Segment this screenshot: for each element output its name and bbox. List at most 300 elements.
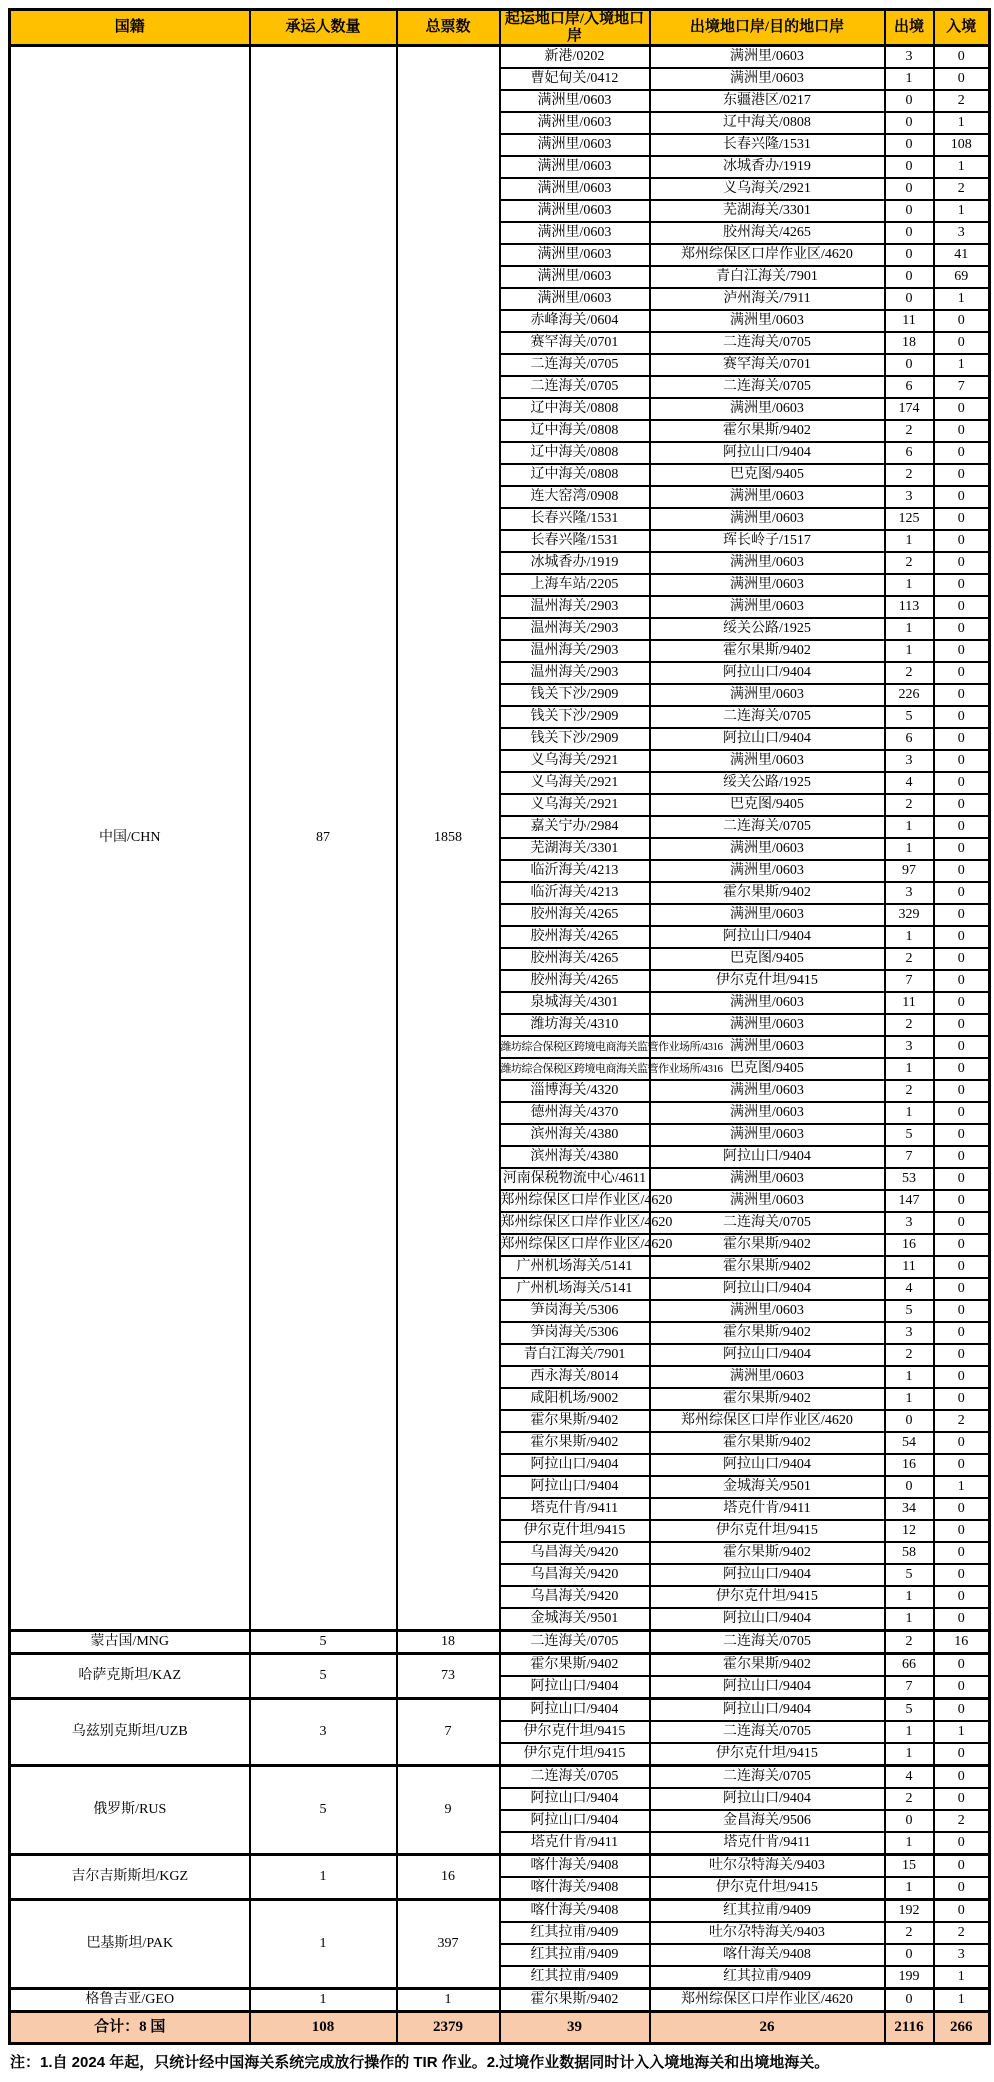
exit-count-cell: 15 (885, 1855, 934, 1878)
entry-count-cell: 0 (934, 1743, 990, 1766)
dest-port-cell: 塔克什肯/9411 (650, 1498, 885, 1520)
total-row (10, 2012, 990, 2044)
exit-count-cell: 0 (885, 1476, 934, 1498)
exit-count-cell: 53 (885, 1168, 934, 1190)
entry-count-cell: 0 (934, 332, 990, 354)
dest-port-cell: 阿拉山口/9404 (650, 1454, 885, 1476)
exit-count-cell: 18 (885, 332, 934, 354)
dest-port-cell: 满洲里/0603 (650, 1014, 885, 1036)
origin-port-cell: 滨州海关/4380 (500, 1124, 650, 1146)
exit-count-cell: 3 (885, 1036, 934, 1058)
dest-port-cell: 满洲里/0603 (650, 552, 885, 574)
dest-port-cell: 二连海关/0705 (650, 1766, 885, 1789)
exit-count-cell: 113 (885, 596, 934, 618)
entry-count-cell: 0 (934, 1190, 990, 1212)
dest-port-cell: 阿拉山口/9404 (650, 1676, 885, 1699)
total-dest-ports: 26 (650, 2012, 885, 2044)
entry-count-cell: 0 (934, 662, 990, 684)
entry-count-cell: 0 (934, 904, 990, 926)
entry-count-cell: 41 (934, 244, 990, 266)
dest-port-cell: 满洲里/0603 (650, 1124, 885, 1146)
dest-port-cell: 胶州海关/4265 (650, 222, 885, 244)
exit-count-cell: 54 (885, 1432, 934, 1454)
nationality-cell: 蒙古国/MNG (10, 1631, 250, 1654)
dest-port-cell: 满洲里/0603 (650, 1190, 885, 1212)
exit-count-cell: 2 (885, 1788, 934, 1810)
dest-port-cell: 阿拉山口/9404 (650, 1699, 885, 1722)
col-header-exit: 出境 (885, 10, 934, 46)
origin-port-cell: 伊尔克什坦/9415 (500, 1520, 650, 1542)
exit-count-cell: 3 (885, 1322, 934, 1344)
dest-port-cell: 郑州综保区口岸作业区/4620 (650, 1989, 885, 2012)
entry-count-cell: 0 (934, 706, 990, 728)
origin-port-cell: 阿拉山口/9404 (500, 1788, 650, 1810)
exit-count-cell: 16 (885, 1454, 934, 1476)
dest-port-cell: 义乌海关/2921 (650, 178, 885, 200)
exit-count-cell: 0 (885, 90, 934, 112)
entry-count-cell: 0 (934, 1256, 990, 1278)
origin-port-cell: 西永海关/8014 (500, 1366, 650, 1388)
col-header-nationality: 国籍 (10, 10, 250, 46)
dest-port-cell: 霍尔果斯/9402 (650, 1234, 885, 1256)
dest-port-cell: 满洲里/0603 (650, 992, 885, 1014)
dest-port-cell: 红其拉甫/9409 (650, 1966, 885, 1989)
origin-port-cell: 金城海关/9501 (500, 1608, 650, 1631)
exit-count-cell: 0 (885, 1810, 934, 1832)
col-header-dest-port: 出境地口岸/目的地口岸 (650, 10, 885, 46)
dest-port-cell: 冰城香办/1919 (650, 156, 885, 178)
dest-port-cell: 芜湖海关/3301 (650, 200, 885, 222)
origin-port-cell: 霍尔果斯/9402 (500, 1989, 650, 2012)
entry-count-cell: 0 (934, 860, 990, 882)
exit-count-cell: 66 (885, 1654, 934, 1677)
entry-count-cell: 1 (934, 1966, 990, 1989)
dest-port-cell: 满洲里/0603 (650, 860, 885, 882)
origin-port-cell: 义乌海关/2921 (500, 772, 650, 794)
col-header-carrier-count: 承运人数量 (250, 10, 397, 46)
dest-port-cell: 霍尔果斯/9402 (650, 882, 885, 904)
entry-count-cell: 0 (934, 1234, 990, 1256)
origin-port-cell: 满洲里/0603 (500, 200, 650, 222)
exit-count-cell: 3 (885, 1212, 934, 1234)
dest-port-cell: 阿拉山口/9404 (650, 1788, 885, 1810)
exit-count-cell: 1 (885, 1743, 934, 1766)
exit-count-cell: 192 (885, 1900, 934, 1923)
entry-count-cell: 0 (934, 948, 990, 970)
dest-port-cell: 霍尔果斯/9402 (650, 640, 885, 662)
entry-count-cell: 0 (934, 1146, 990, 1168)
nationality-cell: 哈萨克斯坦/KAZ (10, 1654, 250, 1699)
origin-port-cell: 温州海关/2903 (500, 640, 650, 662)
exit-count-cell: 5 (885, 1124, 934, 1146)
dest-port-cell: 满洲里/0603 (650, 750, 885, 772)
entry-count-cell: 0 (934, 1014, 990, 1036)
dest-port-cell: 二连海关/0705 (650, 376, 885, 398)
dest-port-cell: 满洲里/0603 (650, 1300, 885, 1322)
origin-port-cell: 潍坊综合保税区跨境电商海关监管作业场所/4316 (500, 1058, 650, 1080)
entry-count-cell: 0 (934, 1036, 990, 1058)
entry-count-cell: 0 (934, 772, 990, 794)
origin-port-cell: 二连海关/0705 (500, 376, 650, 398)
origin-port-cell: 河南保税物流中心/4611 (500, 1168, 650, 1190)
origin-port-cell: 赤峰海关/0604 (500, 310, 650, 332)
entry-count-cell: 0 (934, 1832, 990, 1855)
total-origin-ports: 39 (500, 2012, 650, 2044)
entry-count-cell: 2 (934, 1922, 990, 1944)
exit-count-cell: 2 (885, 464, 934, 486)
origin-port-cell: 塔克什肯/9411 (500, 1498, 650, 1520)
origin-port-cell: 塔克什肯/9411 (500, 1832, 650, 1855)
origin-port-cell: 笋岗海关/5306 (500, 1300, 650, 1322)
entry-count-cell: 0 (934, 442, 990, 464)
origin-port-cell: 义乌海关/2921 (500, 750, 650, 772)
ticket-count-cell: 18 (397, 1631, 500, 1654)
ticket-count-cell: 7 (397, 1699, 500, 1766)
origin-port-cell: 喀什海关/9408 (500, 1900, 650, 1923)
exit-count-cell: 58 (885, 1542, 934, 1564)
origin-port-cell: 霍尔果斯/9402 (500, 1410, 650, 1432)
entry-count-cell: 1 (934, 1721, 990, 1743)
exit-count-cell: 6 (885, 442, 934, 464)
dest-port-cell: 珲长岭子/1517 (650, 530, 885, 552)
dest-port-cell: 吐尔尕特海关/9403 (650, 1922, 885, 1944)
exit-count-cell: 0 (885, 1410, 934, 1432)
dest-port-cell: 长春兴隆/1531 (650, 134, 885, 156)
origin-port-cell: 辽中海关/0808 (500, 464, 650, 486)
dest-port-cell: 满洲里/0603 (650, 310, 885, 332)
dest-port-cell: 赛罕海关/0701 (650, 354, 885, 376)
origin-port-cell: 满洲里/0603 (500, 266, 650, 288)
exit-count-cell: 1 (885, 1608, 934, 1631)
exit-count-cell: 147 (885, 1190, 934, 1212)
entry-count-cell: 0 (934, 1212, 990, 1234)
dest-port-cell: 阿拉山口/9404 (650, 1344, 885, 1366)
origin-port-cell: 霍尔果斯/9402 (500, 1654, 650, 1677)
origin-port-cell: 曹妃甸关/0412 (500, 68, 650, 90)
origin-port-cell: 德州海关/4370 (500, 1102, 650, 1124)
exit-count-cell: 1 (885, 1832, 934, 1855)
entry-count-cell: 16 (934, 1631, 990, 1654)
origin-port-cell: 满洲里/0603 (500, 244, 650, 266)
header-row (10, 10, 990, 46)
exit-count-cell: 2 (885, 1344, 934, 1366)
entry-count-cell: 0 (934, 508, 990, 530)
dest-port-cell: 二连海关/0705 (650, 1721, 885, 1743)
origin-port-cell: 胶州海关/4265 (500, 926, 650, 948)
origin-port-cell: 乌昌海关/9420 (500, 1542, 650, 1564)
exit-count-cell: 1 (885, 618, 934, 640)
origin-port-cell: 乌昌海关/9420 (500, 1564, 650, 1586)
exit-count-cell: 6 (885, 728, 934, 750)
carrier-count-cell: 3 (250, 1699, 397, 1766)
entry-count-cell: 7 (934, 376, 990, 398)
exit-count-cell: 5 (885, 1699, 934, 1722)
dest-port-cell: 霍尔果斯/9402 (650, 1432, 885, 1454)
origin-port-cell: 伊尔克什坦/9415 (500, 1721, 650, 1743)
carrier-count-cell: 1 (250, 1900, 397, 1989)
exit-count-cell: 1 (885, 1058, 934, 1080)
dest-port-cell: 霍尔果斯/9402 (650, 1322, 885, 1344)
origin-port-cell: 潍坊综合保税区跨境电商海关监管作业场所/4316 (500, 1036, 650, 1058)
exit-count-cell: 2 (885, 948, 934, 970)
exit-count-cell: 329 (885, 904, 934, 926)
exit-count-cell: 1 (885, 530, 934, 552)
origin-port-cell: 潍坊海关/4310 (500, 1014, 650, 1036)
exit-count-cell: 1 (885, 926, 934, 948)
entry-count-cell: 0 (934, 1608, 990, 1631)
entry-count-cell: 0 (934, 970, 990, 992)
col-header-entry: 入境 (934, 10, 990, 46)
entry-count-cell: 0 (934, 1454, 990, 1476)
origin-port-cell: 冰城香办/1919 (500, 552, 650, 574)
dest-port-cell: 满洲里/0603 (650, 398, 885, 420)
dest-port-cell: 金昌海关/9506 (650, 1810, 885, 1832)
exit-count-cell: 226 (885, 684, 934, 706)
entry-count-cell: 1 (934, 354, 990, 376)
dest-port-cell: 满洲里/0603 (650, 838, 885, 860)
exit-count-cell: 1 (885, 1586, 934, 1608)
dest-port-cell: 巴克图/9405 (650, 1058, 885, 1080)
origin-port-cell: 阿拉山口/9404 (500, 1676, 650, 1699)
table-row (10, 1989, 990, 2012)
dest-port-cell: 郑州综保区口岸作业区/4620 (650, 1410, 885, 1432)
exit-count-cell: 2 (885, 1922, 934, 1944)
total-tickets: 2379 (397, 2012, 500, 2044)
exit-count-cell: 199 (885, 1966, 934, 1989)
dest-port-cell: 伊尔克什坦/9415 (650, 1586, 885, 1608)
entry-count-cell: 0 (934, 1855, 990, 1878)
dest-port-cell: 伊尔克什坦/9415 (650, 1743, 885, 1766)
exit-count-cell: 16 (885, 1234, 934, 1256)
dest-port-cell: 霍尔果斯/9402 (650, 1654, 885, 1677)
dest-port-cell: 满洲里/0603 (650, 904, 885, 926)
nationality-cell: 乌兹别克斯坦/UZB (10, 1699, 250, 1766)
dest-port-cell: 东疆港区/0217 (650, 90, 885, 112)
entry-count-cell: 0 (934, 1520, 990, 1542)
dest-port-cell: 满洲里/0603 (650, 46, 885, 69)
total-exit: 2116 (885, 2012, 934, 2044)
entry-count-cell: 0 (934, 882, 990, 904)
dest-port-cell: 巴克图/9405 (650, 948, 885, 970)
dest-port-cell: 绥关公路/1925 (650, 772, 885, 794)
entry-count-cell: 3 (934, 222, 990, 244)
carrier-count-cell: 5 (250, 1766, 397, 1855)
total-carriers: 108 (250, 2012, 397, 2044)
exit-count-cell: 0 (885, 222, 934, 244)
dest-port-cell: 霍尔果斯/9402 (650, 1256, 885, 1278)
exit-count-cell: 1 (885, 1102, 934, 1124)
footnote: 注：1.自 2024 年起，只统计经中国海关系统完成放行操作的 TIR 作业。2.过境作业数据同时计入入境地海关和出境地海关。 (10, 2054, 830, 2071)
origin-port-cell: 广州机场海关/5141 (500, 1256, 650, 1278)
dest-port-cell: 二连海关/0705 (650, 332, 885, 354)
exit-count-cell: 0 (885, 156, 934, 178)
origin-port-cell: 乌昌海关/9420 (500, 1586, 650, 1608)
entry-count-cell: 0 (934, 1388, 990, 1410)
origin-port-cell: 咸阳机场/9002 (500, 1388, 650, 1410)
nationality-cell: 格鲁吉亚/GEO (10, 1989, 250, 2012)
exit-count-cell: 2 (885, 420, 934, 442)
dest-port-cell: 满洲里/0603 (650, 1102, 885, 1124)
exit-count-cell: 2 (885, 552, 934, 574)
origin-port-cell: 喀什海关/9408 (500, 1855, 650, 1878)
dest-port-cell: 绥关公路/1925 (650, 618, 885, 640)
dest-port-cell: 霍尔果斯/9402 (650, 420, 885, 442)
entry-count-cell: 0 (934, 552, 990, 574)
entry-count-cell: 0 (934, 574, 990, 596)
exit-count-cell: 12 (885, 1520, 934, 1542)
dest-port-cell: 满洲里/0603 (650, 1168, 885, 1190)
dest-port-cell: 阿拉山口/9404 (650, 1564, 885, 1586)
nationality-cell: 吉尔吉斯斯坦/KGZ (10, 1855, 250, 1900)
entry-count-cell: 0 (934, 68, 990, 90)
exit-count-cell: 0 (885, 266, 934, 288)
origin-port-cell: 阿拉山口/9404 (500, 1476, 650, 1498)
dest-port-cell: 二连海关/0705 (650, 706, 885, 728)
exit-count-cell: 6 (885, 376, 934, 398)
entry-count-cell: 0 (934, 1058, 990, 1080)
entry-count-cell: 2 (934, 1810, 990, 1832)
table-row (10, 1900, 990, 1923)
entry-count-cell: 0 (934, 750, 990, 772)
origin-port-cell: 新港/0202 (500, 46, 650, 69)
table-row (10, 1766, 990, 1789)
exit-count-cell: 2 (885, 1631, 934, 1654)
origin-port-cell: 连大窑湾/0908 (500, 486, 650, 508)
exit-count-cell: 3 (885, 486, 934, 508)
origin-port-cell: 辽中海关/0808 (500, 442, 650, 464)
entry-count-cell: 0 (934, 486, 990, 508)
dest-port-cell: 二连海关/0705 (650, 816, 885, 838)
entry-count-cell: 0 (934, 530, 990, 552)
dest-port-cell: 满洲里/0603 (650, 1366, 885, 1388)
entry-count-cell: 0 (934, 926, 990, 948)
origin-port-cell: 红其拉甫/9409 (500, 1922, 650, 1944)
entry-count-cell: 0 (934, 838, 990, 860)
dest-port-cell: 伊尔克什坦/9415 (650, 1877, 885, 1900)
entry-count-cell: 0 (934, 1586, 990, 1608)
entry-count-cell: 0 (934, 1124, 990, 1146)
dest-port-cell: 郑州综保区口岸作业区/4620 (650, 244, 885, 266)
carrier-count-cell: 87 (250, 46, 397, 1631)
dest-port-cell: 满洲里/0603 (650, 574, 885, 596)
origin-port-cell: 青白江海关/7901 (500, 1344, 650, 1366)
entry-count-cell: 1 (934, 1476, 990, 1498)
exit-count-cell: 1 (885, 1366, 934, 1388)
origin-port-cell: 喀什海关/9408 (500, 1877, 650, 1900)
entry-count-cell: 0 (934, 1498, 990, 1520)
origin-port-cell: 义乌海关/2921 (500, 794, 650, 816)
entry-count-cell: 0 (934, 684, 990, 706)
exit-count-cell: 7 (885, 1676, 934, 1699)
ticket-count-cell: 397 (397, 1900, 500, 1989)
carrier-count-cell: 1 (250, 1989, 397, 2012)
entry-count-cell: 2 (934, 90, 990, 112)
ticket-count-cell: 9 (397, 1766, 500, 1855)
exit-count-cell: 34 (885, 1498, 934, 1520)
entry-count-cell: 0 (934, 640, 990, 662)
table-row (10, 1699, 990, 1722)
exit-count-cell: 1 (885, 1721, 934, 1743)
dest-port-cell: 阿拉山口/9404 (650, 1146, 885, 1168)
exit-count-cell: 1 (885, 1877, 934, 1900)
origin-port-cell: 郑州综保区口岸作业区/4620 (500, 1190, 650, 1212)
exit-count-cell: 4 (885, 1278, 934, 1300)
origin-port-cell: 满洲里/0603 (500, 156, 650, 178)
dest-port-cell: 阿拉山口/9404 (650, 1278, 885, 1300)
ticket-count-cell: 1858 (397, 46, 500, 1631)
entry-count-cell: 0 (934, 1168, 990, 1190)
entry-count-cell: 0 (934, 1300, 990, 1322)
entry-count-cell: 0 (934, 1102, 990, 1124)
origin-port-cell: 阿拉山口/9404 (500, 1454, 650, 1476)
col-header-ticket-count: 总票数 (397, 10, 500, 46)
exit-count-cell: 0 (885, 1944, 934, 1966)
origin-port-cell: 嘉关宁办/2984 (500, 816, 650, 838)
exit-count-cell: 4 (885, 1766, 934, 1789)
entry-count-cell: 0 (934, 1344, 990, 1366)
total-label: 合计：8 国 (10, 2012, 250, 2044)
origin-port-cell: 满洲里/0603 (500, 288, 650, 310)
origin-port-cell: 赛罕海关/0701 (500, 332, 650, 354)
exit-count-cell: 1 (885, 574, 934, 596)
origin-port-cell: 红其拉甫/9409 (500, 1966, 650, 1989)
exit-count-cell: 174 (885, 398, 934, 420)
exit-count-cell: 2 (885, 662, 934, 684)
exit-count-cell: 7 (885, 970, 934, 992)
entry-count-cell: 0 (934, 794, 990, 816)
exit-count-cell: 1 (885, 68, 934, 90)
origin-port-cell: 淄博海关/4320 (500, 1080, 650, 1102)
entry-count-cell: 0 (934, 1278, 990, 1300)
origin-port-cell: 钱关下沙/2909 (500, 684, 650, 706)
dest-port-cell: 阿拉山口/9404 (650, 662, 885, 684)
entry-count-cell: 2 (934, 1410, 990, 1432)
exit-count-cell: 11 (885, 992, 934, 1014)
origin-port-cell: 郑州综保区口岸作业区/4620 (500, 1212, 650, 1234)
carrier-count-cell: 5 (250, 1654, 397, 1699)
dest-port-cell: 满洲里/0603 (650, 1036, 885, 1058)
entry-count-cell: 0 (934, 310, 990, 332)
entry-count-cell: 0 (934, 618, 990, 640)
entry-count-cell: 0 (934, 816, 990, 838)
entry-count-cell: 1 (934, 1989, 990, 2012)
origin-port-cell: 满洲里/0603 (500, 222, 650, 244)
dest-port-cell: 吐尔尕特海关/9403 (650, 1855, 885, 1878)
entry-count-cell: 0 (934, 464, 990, 486)
dest-port-cell: 满洲里/0603 (650, 486, 885, 508)
origin-port-cell: 广州机场海关/5141 (500, 1278, 650, 1300)
origin-port-cell: 温州海关/2903 (500, 618, 650, 640)
exit-count-cell: 5 (885, 706, 934, 728)
origin-port-cell: 满洲里/0603 (500, 134, 650, 156)
entry-count-cell: 0 (934, 1432, 990, 1454)
entry-count-cell: 0 (934, 420, 990, 442)
ticket-count-cell: 16 (397, 1855, 500, 1900)
exit-count-cell: 4 (885, 772, 934, 794)
exit-count-cell: 1 (885, 838, 934, 860)
dest-port-cell: 满洲里/0603 (650, 596, 885, 618)
table-row (10, 1855, 990, 1878)
dest-port-cell: 阿拉山口/9404 (650, 728, 885, 750)
exit-count-cell: 0 (885, 288, 934, 310)
exit-count-cell: 2 (885, 794, 934, 816)
entry-count-cell: 69 (934, 266, 990, 288)
dest-port-cell: 阿拉山口/9404 (650, 442, 885, 464)
entry-count-cell: 0 (934, 1564, 990, 1586)
entry-count-cell: 0 (934, 728, 990, 750)
origin-port-cell: 胶州海关/4265 (500, 948, 650, 970)
exit-count-cell: 0 (885, 112, 934, 134)
